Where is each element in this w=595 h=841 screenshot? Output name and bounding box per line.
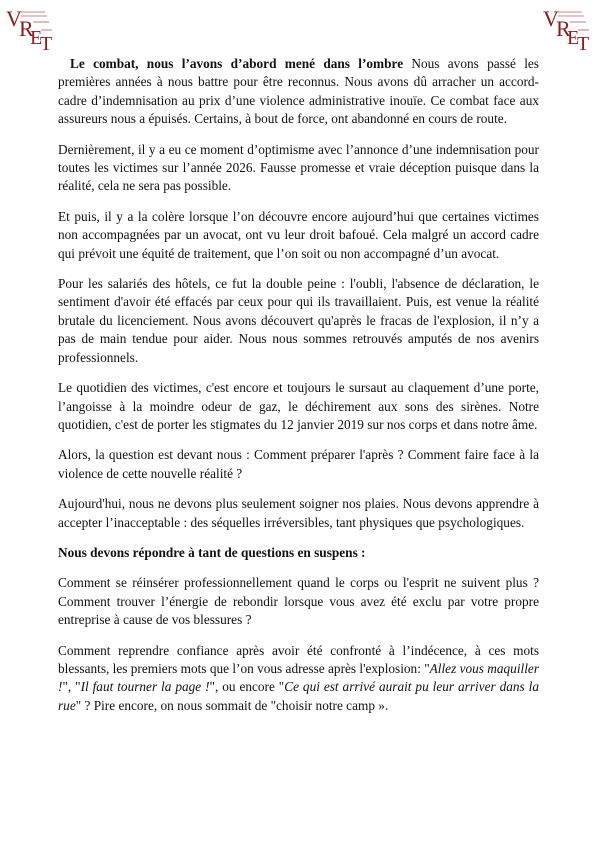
paragraph-2: Dernièrement, il y a eu ce moment d’optimisme avec l’annonce d’une indemnisation pour toutes les victimes sur l’année 2026. Fausse promesse et vraie déception puisque dans la réalité, cela ne sera pas possible.	[58, 141, 539, 194]
vret-logo-icon	[5, 4, 53, 50]
paragraph-9-part-d: " ? Pire encore, on nous sommait de "choisir notre camp ».	[75, 697, 389, 713]
svg-text:T: T	[577, 33, 590, 50]
svg-text:T: T	[40, 33, 53, 50]
quote-3: Ce qui est arrivé aurait pu leur arriver dans la rue	[58, 679, 539, 713]
paragraph-9-part-a: Comment reprendre confiance après avoir été confronté à l’indécence, à ces mots blessants, les premiers mots que l’on vous adresse après l'explosion: "	[58, 642, 539, 676]
svg-text:R: R	[19, 16, 34, 41]
paragraph-1-body: Nous avons passé les premières années à nous battre pour être reconnus. Nous avons dû arracher un accord-cadre d’indemnisation au prix d’une violence administrative inouïe. Ce combat face aux assureurs nous a épuisés. Certains, à bout de force, ont abandonné en cours de route.	[58, 56, 539, 127]
vret-logo-icon	[542, 4, 590, 50]
vret-logo-right	[542, 4, 590, 50]
paragraph-6: Alors, la question est devant nous : Comment préparer l'après ? Comment faire face à la violence de cette nouvelle réalité ?	[58, 447, 539, 481]
paragraph-8: Comment se réinsérer professionnellement quand le corps ou l'esprit ne suivent plus ? Comment trouver l’énergie de rebondir lorsque vous avez été exclu par votre propre entreprise à cause de vos blessures ?	[58, 575, 539, 628]
vret-logo-left	[5, 4, 53, 50]
svg-text:V: V	[543, 6, 559, 31]
paragraph-4: Pour les salariés des hôtels, ce fut la double peine : l'oubli, l'absence de déclaration, le sentiment d'avoir été effacés par ceux pour qui ils travaillaient. Puis, est venue la réalité brutale du licenciement. Nous avons découvert qu'après le fracas de l'explosion, il n’y a pas de main tendue pour aider. Nous nous sommes retrouvés amputés de nos avenirs professionnels.	[58, 276, 539, 365]
paragraph-1	[58, 55, 539, 129]
svg-text:R: R	[556, 16, 571, 41]
paragraph-3: Et puis, il y a la colère lorsque l’on découvre encore aujourd’hui que certaines victimes non accompagnées par un avocat, ont vu leur droit bafoué. Cela malgré un accord cadre qui prévoit une équité de traitement, que l’on soit ou non accompagné d’un avocat.	[58, 208, 539, 261]
paragraph-1-lead: Le combat, nous l’avons d’abord mené dans l’ombre	[70, 56, 404, 71]
paragraph-5: Le quotidien des victimes, c'est encore et toujours le sursaut au claquement d’une porte, l’angoisse à la moindre odeur de gaz, le déchirement aux sons des sirènes. Notre quotidien, c'est de porter les stigmates du 12 janvier 2019 sur nos corps et dans notre âme.	[58, 380, 539, 432]
svg-text:E: E	[30, 27, 43, 49]
paragraph-9	[58, 642, 539, 716]
paragraph-9-part-c: ", ou encore "	[209, 679, 285, 695]
paragraph-7: Aujourd'hui, nous ne devons plus seulement soigner nos plaies. Nous devons apprendre à accepter l’inacceptable : des séquelles irréversibles, tant physiques que psychologiques.	[58, 496, 539, 530]
quote-2: Il faut tourner la page !	[80, 679, 210, 695]
svg-text:V: V	[6, 6, 22, 31]
paragraph-9-part-b: ", "	[62, 679, 81, 695]
section-heading: Nous devons répondre à tant de questions en suspens :	[58, 544, 366, 560]
quote-1: Allez vous maquiller !	[58, 660, 539, 695]
svg-text:E: E	[567, 27, 580, 49]
document-body	[58, 55, 539, 727]
